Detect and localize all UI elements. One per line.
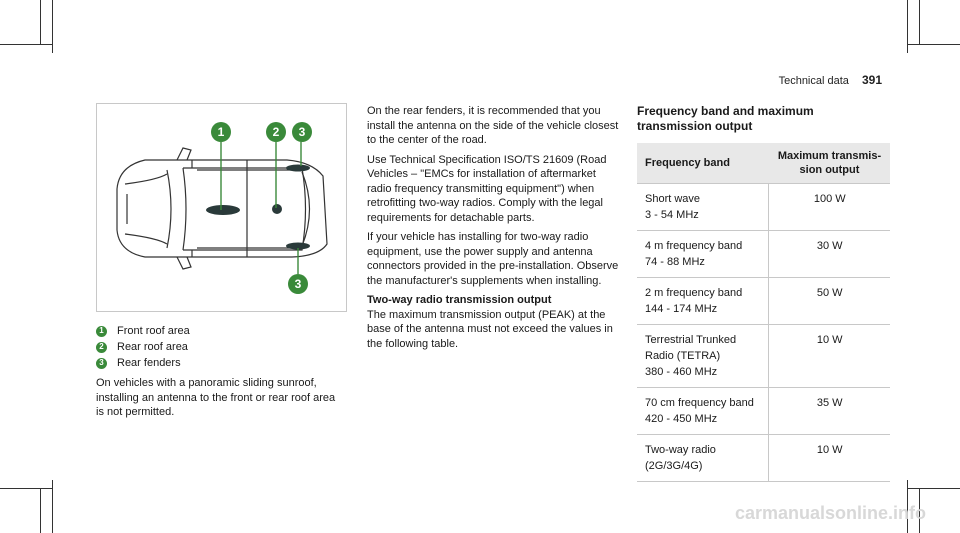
- crop-mark: [919, 0, 920, 45]
- output-cell: 10 W: [769, 435, 890, 482]
- section-heading: Two-way radio transmission output: [367, 294, 552, 306]
- legend-item: [96, 339, 346, 355]
- crop-mark: [0, 488, 53, 489]
- callout-1: [211, 122, 231, 142]
- page-number: 391: [861, 73, 882, 87]
- middle-column: [367, 104, 619, 356]
- legend-badge: 3: [96, 358, 107, 369]
- callout-3-bottom: [288, 274, 308, 294]
- band-cell: Terrestrial Trunked Radio (TETRA) 380 - 460 MHz: [637, 325, 769, 388]
- legend-badge: 1: [96, 326, 107, 337]
- figure-legend: [96, 323, 346, 371]
- column-header-output: Maximum transmis-sion output: [769, 143, 890, 184]
- table-row: [637, 435, 890, 482]
- paragraph-preinstallation: If your vehicle has installing for two-way radio equipment, use the power supply and antenna connectors provided in the pre-installation. Observe the manufacturer's supplements when installing.: [367, 231, 619, 287]
- table-header-row: [637, 143, 890, 184]
- car-top-view-illustration: [97, 104, 346, 311]
- crop-mark: [52, 0, 53, 53]
- svg-text:1: 1: [217, 125, 225, 139]
- crop-mark: [907, 488, 960, 489]
- table-row: [637, 278, 890, 325]
- frequency-table: [637, 143, 890, 482]
- table-row: [637, 231, 890, 278]
- crop-mark: [40, 488, 41, 533]
- table-heading: Frequency band and maximum transmission output: [637, 104, 814, 133]
- band-cell: Short wave 3 - 54 MHz: [637, 184, 769, 231]
- band-cell: Two-way radio (2G/3G/4G): [637, 435, 769, 482]
- crop-mark: [0, 44, 53, 45]
- crop-mark: [907, 0, 908, 53]
- table-row: [637, 184, 890, 231]
- svg-text:3: 3: [294, 277, 302, 291]
- paragraph-max-output: The maximum transmission output (PEAK) at the base of the antenna must not exceed the values in the following table.: [367, 308, 613, 350]
- legend-text: Rear fenders: [117, 357, 181, 369]
- watermark: carmanualsonline.info: [734, 503, 926, 523]
- legend-text: Rear roof area: [117, 341, 188, 353]
- output-cell: 50 W: [769, 278, 890, 325]
- legend-item: [96, 323, 346, 339]
- output-cell: 30 W: [769, 231, 890, 278]
- legend-text: Front roof area: [117, 325, 190, 337]
- crop-mark: [907, 44, 960, 45]
- callout-2: [266, 122, 286, 142]
- output-cell: 100 W: [769, 184, 890, 231]
- section-title: Technical data: [778, 75, 849, 87]
- crop-mark: [52, 480, 53, 533]
- crop-mark: [40, 0, 41, 45]
- paragraph-iso-spec: Use Technical Specification ISO/TS 21609 (Road Vehicles – "EMCs for installation of aftermarket radio frequency transmitting equipment") when retrofitting two-way radios. Comply with the legal requirements for detachable parts.: [367, 153, 607, 224]
- sunroof-paragraph: On vehicles with a panoramic sliding sunroof, installing an antenna to the front or rear roof area is not permitted.: [96, 377, 336, 418]
- svg-text:3: 3: [298, 125, 306, 139]
- column-header-band: Frequency band: [637, 143, 769, 184]
- band-cell: 4 m frequency band 74 - 88 MHz: [637, 231, 769, 278]
- table-row: [637, 388, 890, 435]
- callout-3-top: [292, 122, 312, 142]
- legend-badge: 2: [96, 342, 107, 353]
- paragraph-rear-fenders: On the rear fenders, it is recommended that you install the antenna on the side of the vehicle closest to the center of the road.: [367, 105, 619, 146]
- table-row: [637, 325, 890, 388]
- output-cell: 10 W: [769, 325, 890, 388]
- output-cell: 35 W: [769, 388, 890, 435]
- band-cell: 2 m frequency band 144 - 174 MHz: [637, 278, 769, 325]
- svg-text:2: 2: [272, 125, 280, 139]
- legend-item: [96, 355, 346, 371]
- sunroof-note: [96, 376, 346, 420]
- band-cell: 70 cm frequency band 420 - 450 MHz: [637, 388, 769, 435]
- page-header: [779, 73, 882, 87]
- right-column: [637, 104, 889, 482]
- vehicle-figure: [96, 103, 347, 312]
